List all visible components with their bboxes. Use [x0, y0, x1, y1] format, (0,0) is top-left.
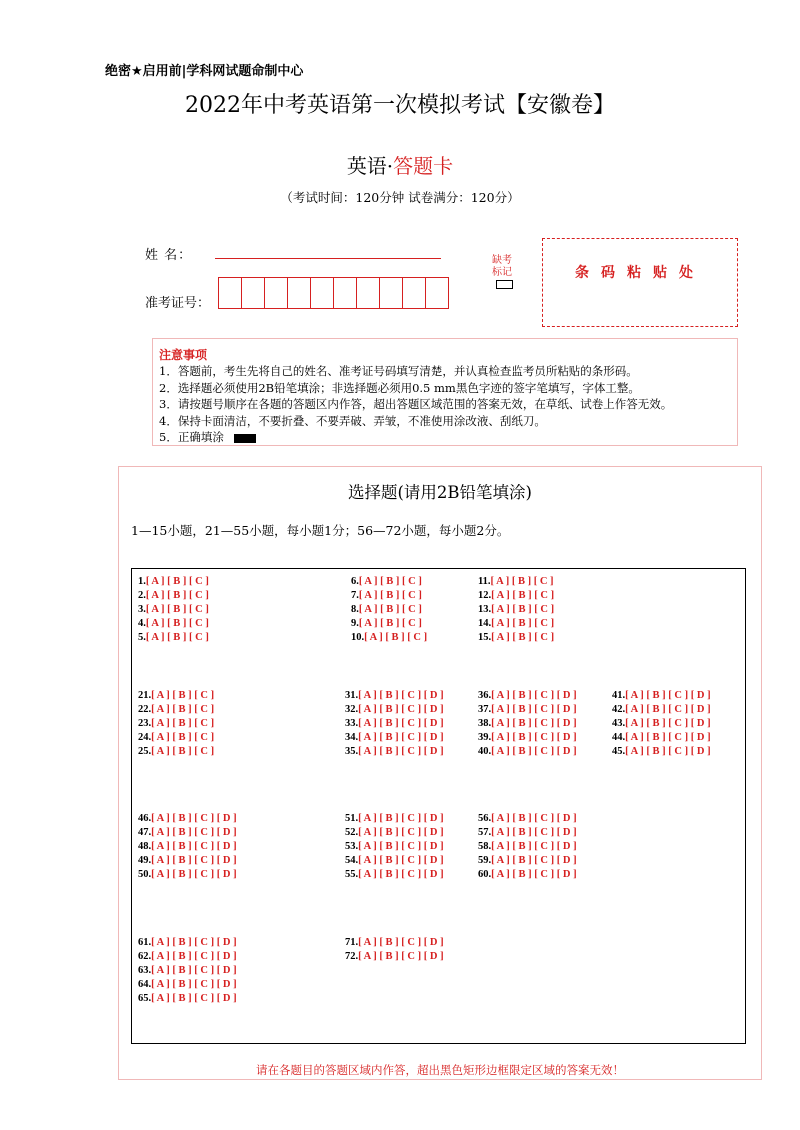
question-number: 58. — [478, 841, 492, 852]
question-number: 13. — [478, 604, 492, 615]
answer-row[interactable] — [345, 868, 444, 882]
notice-item: 4．保持卡面清洁，不要折叠、不要弄破、弄皱，不准使用涂改液、刮纸刀。 — [159, 413, 546, 428]
answer-row[interactable] — [345, 812, 444, 826]
question-number: 6. — [351, 576, 359, 587]
answer-row[interactable] — [612, 689, 711, 703]
answer-options[interactable]: [ A ] [ B ] [ C ] — [490, 576, 554, 587]
question-number: 48. — [138, 841, 152, 852]
answer-options[interactable]: [ A ] [ B ] [ C ] [ D ] — [491, 855, 577, 866]
answer-row[interactable] — [345, 950, 444, 964]
notice-list — [159, 363, 672, 446]
exam-info: （考试时间：120分钟 试卷满分：120分） — [280, 190, 520, 205]
question-group — [138, 575, 209, 645]
answer-options[interactable]: [ A ] [ B ] [ C ] [ D ] — [625, 746, 711, 757]
question-number: 44. — [612, 732, 626, 743]
answer-options[interactable]: [ A ] [ B ] [ C ] [ D ] — [358, 827, 444, 838]
id-digit-box[interactable] — [356, 277, 380, 309]
question-number: 25. — [138, 746, 152, 757]
question-number: 40. — [478, 746, 492, 757]
answer-options[interactable]: [ A ] [ B ] [ C ] [ D ] — [491, 690, 577, 701]
answer-options[interactable]: [ A ] [ B ] [ C ] [ D ] — [491, 869, 577, 880]
question-number: 39. — [478, 732, 492, 743]
answer-row[interactable] — [478, 575, 554, 589]
mc-description: 1—15小题，21—55小题，每小题1分；56—72小题，每小题2分。 — [131, 523, 510, 538]
answer-row[interactable] — [478, 717, 577, 731]
id-digit-box[interactable] — [287, 277, 311, 309]
question-group — [478, 812, 577, 882]
name-label: 姓 名： — [145, 248, 193, 263]
question-number: 52. — [345, 827, 359, 838]
subtitle-card: 答题卡 — [393, 154, 454, 178]
answer-row[interactable] — [478, 589, 554, 603]
answer-options[interactable]: [ A ] [ B ] [ C ] [ D ] — [358, 746, 444, 757]
answer-options[interactable]: [ A ] [ B ] [ C ] — [145, 576, 209, 587]
question-number: 7. — [351, 590, 359, 601]
id-label: 准考证号： — [145, 296, 211, 311]
name-field[interactable] — [215, 258, 441, 259]
answer-row[interactable] — [351, 617, 427, 631]
answer-row[interactable] — [478, 603, 554, 617]
question-number: 37. — [478, 704, 492, 715]
answer-options[interactable]: [ A ] [ B ] [ C ] — [358, 590, 422, 601]
answer-row[interactable] — [138, 731, 214, 745]
answer-options[interactable]: [ A ] [ B ] [ C ] [ D ] — [151, 993, 237, 1004]
question-number: 36. — [478, 690, 492, 701]
notice-item: 2．选择题必须使用2B铅笔填涂；非选择题必须用0.5 mm黑色字迹的签字笔填写，字体工整。 — [159, 380, 640, 395]
question-number: 51. — [345, 813, 359, 824]
notice-title: 注意事项 — [159, 348, 208, 362]
absent-mark-box[interactable] — [496, 280, 513, 289]
question-group — [138, 812, 237, 882]
answer-options[interactable]: [ A ] [ B ] [ C ] — [491, 632, 555, 643]
notice-box — [152, 338, 738, 446]
question-number: 43. — [612, 718, 626, 729]
id-number-boxes[interactable] — [218, 277, 448, 309]
question-number: 53. — [345, 841, 359, 852]
answer-row[interactable] — [138, 826, 237, 840]
answer-row[interactable] — [138, 992, 237, 1006]
answer-row[interactable] — [612, 703, 711, 717]
answer-options[interactable]: [ A ] [ B ] [ C ] — [145, 590, 209, 601]
answer-options[interactable]: [ A ] [ B ] [ C ] — [491, 590, 555, 601]
question-number: 35. — [345, 746, 359, 757]
id-digit-box[interactable] — [379, 277, 403, 309]
answer-row[interactable] — [138, 868, 237, 882]
answer-row[interactable] — [478, 840, 577, 854]
answer-options[interactable]: [ A ] [ B ] [ C ] [ D ] — [151, 869, 237, 880]
question-number: 60. — [478, 869, 492, 880]
subtitle-subject: 英语· — [346, 154, 394, 178]
answer-row[interactable] — [138, 689, 214, 703]
answer-row[interactable] — [478, 731, 577, 745]
correct-fill-sample — [234, 434, 256, 443]
question-number: 3. — [138, 604, 146, 615]
answer-row[interactable] — [138, 950, 237, 964]
answer-options[interactable]: [ A ] [ B ] [ C ] — [145, 604, 209, 615]
question-group — [351, 575, 427, 645]
question-number: 12. — [478, 590, 492, 601]
answer-row[interactable] — [478, 868, 577, 882]
answer-row[interactable] — [138, 964, 237, 978]
question-number: 64. — [138, 979, 152, 990]
answer-options[interactable]: [ A ] [ B ] [ C ] [ D ] — [625, 718, 711, 729]
question-number: 23. — [138, 718, 152, 729]
answer-options[interactable]: [ A ] [ B ] [ C ] [ D ] — [491, 841, 577, 852]
answer-options[interactable]: [ A ] [ B ] [ C ] [ D ] — [625, 704, 711, 715]
question-number: 10. — [351, 632, 365, 643]
notice-item-text: 5．正确填涂 — [159, 430, 224, 444]
answer-options[interactable]: [ A ] [ B ] [ C ] [ D ] — [358, 951, 444, 962]
answer-row[interactable] — [478, 812, 577, 826]
question-number: 8. — [351, 604, 359, 615]
id-digit-box[interactable] — [218, 277, 242, 309]
question-group — [478, 575, 554, 645]
question-group — [345, 812, 444, 882]
answer-options[interactable]: [ A ] [ B ] [ C ] — [491, 618, 555, 629]
answer-row[interactable] — [138, 603, 209, 617]
id-digit-box[interactable] — [333, 277, 357, 309]
answer-options[interactable]: [ A ] [ B ] [ C ] [ D ] — [491, 813, 577, 824]
answer-options[interactable]: [ A ] [ B ] [ C ] [ D ] — [358, 937, 444, 948]
answer-row[interactable] — [138, 631, 209, 645]
answer-grid — [131, 568, 746, 1044]
question-group — [478, 689, 577, 759]
question-number: 63. — [138, 965, 152, 976]
answer-row[interactable] — [612, 745, 711, 759]
question-number: 41. — [612, 690, 626, 701]
question-number: 71. — [345, 937, 359, 948]
answer-options[interactable]: [ A ] [ B ] [ C ] [ D ] — [151, 841, 237, 852]
question-number: 11. — [478, 576, 491, 587]
question-number: 24. — [138, 732, 152, 743]
answer-row[interactable] — [478, 854, 577, 868]
answer-row[interactable] — [138, 745, 214, 759]
answer-options[interactable]: [ A ] [ B ] [ C ] — [151, 746, 215, 757]
answer-row[interactable] — [138, 589, 209, 603]
id-digit-box[interactable] — [402, 277, 426, 309]
question-number: 15. — [478, 632, 492, 643]
answer-options[interactable]: [ A ] [ B ] [ C ] [ D ] — [151, 813, 237, 824]
answer-row[interactable] — [138, 717, 214, 731]
answer-row[interactable] — [345, 731, 444, 745]
answer-options[interactable]: [ A ] [ B ] [ C ] — [145, 618, 209, 629]
question-group — [345, 689, 444, 759]
barcode-label: 条码粘贴处 — [575, 265, 705, 281]
answer-row[interactable] — [478, 745, 577, 759]
answer-row[interactable] — [351, 631, 427, 645]
question-number: 65. — [138, 993, 152, 1004]
question-number: 4. — [138, 618, 146, 629]
answer-row[interactable] — [478, 826, 577, 840]
answer-options[interactable]: [ A ] [ B ] [ C ] [ D ] — [358, 732, 444, 743]
question-number: 45. — [612, 746, 626, 757]
question-number: 5. — [138, 632, 146, 643]
answer-row[interactable] — [138, 936, 237, 950]
answer-row[interactable] — [351, 603, 427, 617]
question-number: 61. — [138, 937, 152, 948]
answer-options[interactable]: [ A ] [ B ] [ C ] — [145, 632, 209, 643]
question-number: 57. — [478, 827, 492, 838]
answer-options[interactable]: [ A ] [ B ] [ C ] [ D ] — [358, 841, 444, 852]
answer-options[interactable]: [ A ] [ B ] [ C ] [ D ] — [491, 732, 577, 743]
absent-mark-label: 缺考标记 — [492, 255, 512, 278]
answer-options[interactable]: [ A ] [ B ] [ C ] — [358, 576, 422, 587]
answer-options[interactable]: [ A ] [ B ] [ C ] [ D ] — [151, 951, 237, 962]
mc-title: 选择题(请用2B铅笔填涂) — [348, 483, 532, 502]
answer-row[interactable] — [345, 689, 444, 703]
answer-row[interactable] — [478, 617, 554, 631]
notice-item — [159, 429, 672, 446]
answer-options[interactable]: [ A ] [ B ] [ C ] [ D ] — [491, 827, 577, 838]
question-number: 2. — [138, 590, 146, 601]
answer-options[interactable]: [ A ] [ B ] [ C ] [ D ] — [358, 704, 444, 715]
answer-row[interactable] — [345, 717, 444, 731]
answer-options[interactable]: [ A ] [ B ] [ C ] [ D ] — [151, 855, 237, 866]
question-number: 21. — [138, 690, 152, 701]
question-number: 31. — [345, 690, 359, 701]
answer-options[interactable]: [ A ] [ B ] [ C ] [ D ] — [151, 827, 237, 838]
answer-row[interactable] — [478, 689, 577, 703]
id-digit-box[interactable] — [425, 277, 449, 309]
answer-row[interactable] — [138, 703, 214, 717]
question-number: 56. — [478, 813, 492, 824]
question-number: 62. — [138, 951, 152, 962]
answer-row[interactable] — [478, 631, 554, 645]
question-number: 46. — [138, 813, 152, 824]
question-group — [345, 936, 444, 964]
question-number: 34. — [345, 732, 359, 743]
answer-options[interactable]: [ A ] [ B ] [ C ] [ D ] — [151, 937, 237, 948]
answer-options[interactable]: [ A ] [ B ] [ C ] — [151, 704, 215, 715]
question-number: 9. — [351, 618, 359, 629]
answer-options[interactable]: [ A ] [ B ] [ C ] — [364, 632, 428, 643]
card-subtitle — [0, 150, 800, 179]
answer-row[interactable] — [345, 854, 444, 868]
id-digit-box[interactable] — [241, 277, 265, 309]
question-group — [612, 689, 711, 759]
question-group — [138, 689, 214, 759]
answer-row[interactable] — [138, 978, 237, 992]
answer-row[interactable] — [612, 717, 711, 731]
answer-row[interactable] — [345, 703, 444, 717]
answer-row[interactable] — [345, 840, 444, 854]
notice-item: 3．请按题号顺序在各题的答题区内作答，超出答题区域范围的答案无效，在草纸、试卷上作答无效。 — [159, 397, 673, 411]
answer-options[interactable]: [ A ] [ B ] [ C ] [ D ] — [358, 718, 444, 729]
answer-row[interactable] — [612, 731, 711, 745]
answer-row[interactable] — [138, 812, 237, 826]
answer-options[interactable]: [ A ] [ B ] [ C ] [ D ] — [625, 732, 711, 743]
answer-options[interactable]: [ A ] [ B ] [ C ] [ D ] — [358, 813, 444, 824]
answer-row[interactable] — [138, 854, 237, 868]
answer-row[interactable] — [345, 745, 444, 759]
question-group — [138, 936, 237, 1006]
answer-row[interactable] — [345, 826, 444, 840]
answer-options[interactable]: [ A ] [ B ] [ C ] [ D ] — [358, 690, 444, 701]
question-number: 55. — [345, 869, 359, 880]
answer-options[interactable]: [ A ] [ B ] [ C ] [ D ] — [151, 965, 237, 976]
answer-options[interactable]: [ A ] [ B ] [ C ] — [358, 604, 422, 615]
answer-row[interactable] — [478, 703, 577, 717]
id-digit-box[interactable] — [310, 277, 334, 309]
question-number: 49. — [138, 855, 152, 866]
answer-row[interactable] — [138, 617, 209, 631]
answer-options[interactable]: [ A ] [ B ] [ C ] [ D ] — [358, 869, 444, 880]
question-number: 33. — [345, 718, 359, 729]
answer-options[interactable]: [ A ] [ B ] [ C ] — [491, 604, 555, 615]
answer-row[interactable] — [138, 575, 209, 589]
answer-options[interactable]: [ A ] [ B ] [ C ] [ D ] — [625, 690, 711, 701]
barcode-area — [542, 238, 738, 327]
id-digit-box[interactable] — [264, 277, 288, 309]
answer-row[interactable] — [351, 589, 427, 603]
question-number: 38. — [478, 718, 492, 729]
answer-row[interactable] — [138, 840, 237, 854]
answer-options[interactable]: [ A ] [ B ] [ C ] [ D ] — [491, 718, 577, 729]
exam-title: 2022年中考英语第一次模拟考试【安徽卷】 — [185, 93, 615, 118]
answer-options[interactable]: [ A ] [ B ] [ C ] — [151, 690, 215, 701]
question-number: 47. — [138, 827, 152, 838]
question-number: 54. — [345, 855, 359, 866]
answer-options[interactable]: [ A ] [ B ] [ C ] [ D ] — [358, 855, 444, 866]
answer-options[interactable]: [ A ] [ B ] [ C ] — [151, 732, 215, 743]
confidential-note: 绝密★启用前|学科网试题命制中心 — [105, 64, 304, 79]
question-number: 32. — [345, 704, 359, 715]
answer-options[interactable]: [ A ] [ B ] [ C ] [ D ] — [491, 704, 577, 715]
question-number: 59. — [478, 855, 492, 866]
question-number: 50. — [138, 869, 152, 880]
multiple-choice-section — [118, 466, 762, 1080]
answer-area-warning: 请在各题目的答题区域内作答，超出黑色矩形边框限定区域的答案无效！ — [256, 1063, 624, 1077]
question-number: 42. — [612, 704, 626, 715]
question-number: 22. — [138, 704, 152, 715]
answer-options[interactable]: [ A ] [ B ] [ C ] [ D ] — [151, 979, 237, 990]
answer-row[interactable] — [345, 936, 444, 950]
question-number: 1. — [138, 576, 146, 587]
question-number: 14. — [478, 618, 492, 629]
notice-item: 1．答题前，考生先将自己的姓名、准考证号码填写清楚，并认真检查监考员所粘贴的条形码。 — [159, 364, 638, 378]
answer-row[interactable] — [351, 575, 427, 589]
answer-options[interactable]: [ A ] [ B ] [ C ] — [151, 718, 215, 729]
answer-options[interactable]: [ A ] [ B ] [ C ] — [358, 618, 422, 629]
question-number: 72. — [345, 951, 359, 962]
answer-options[interactable]: [ A ] [ B ] [ C ] [ D ] — [491, 746, 577, 757]
